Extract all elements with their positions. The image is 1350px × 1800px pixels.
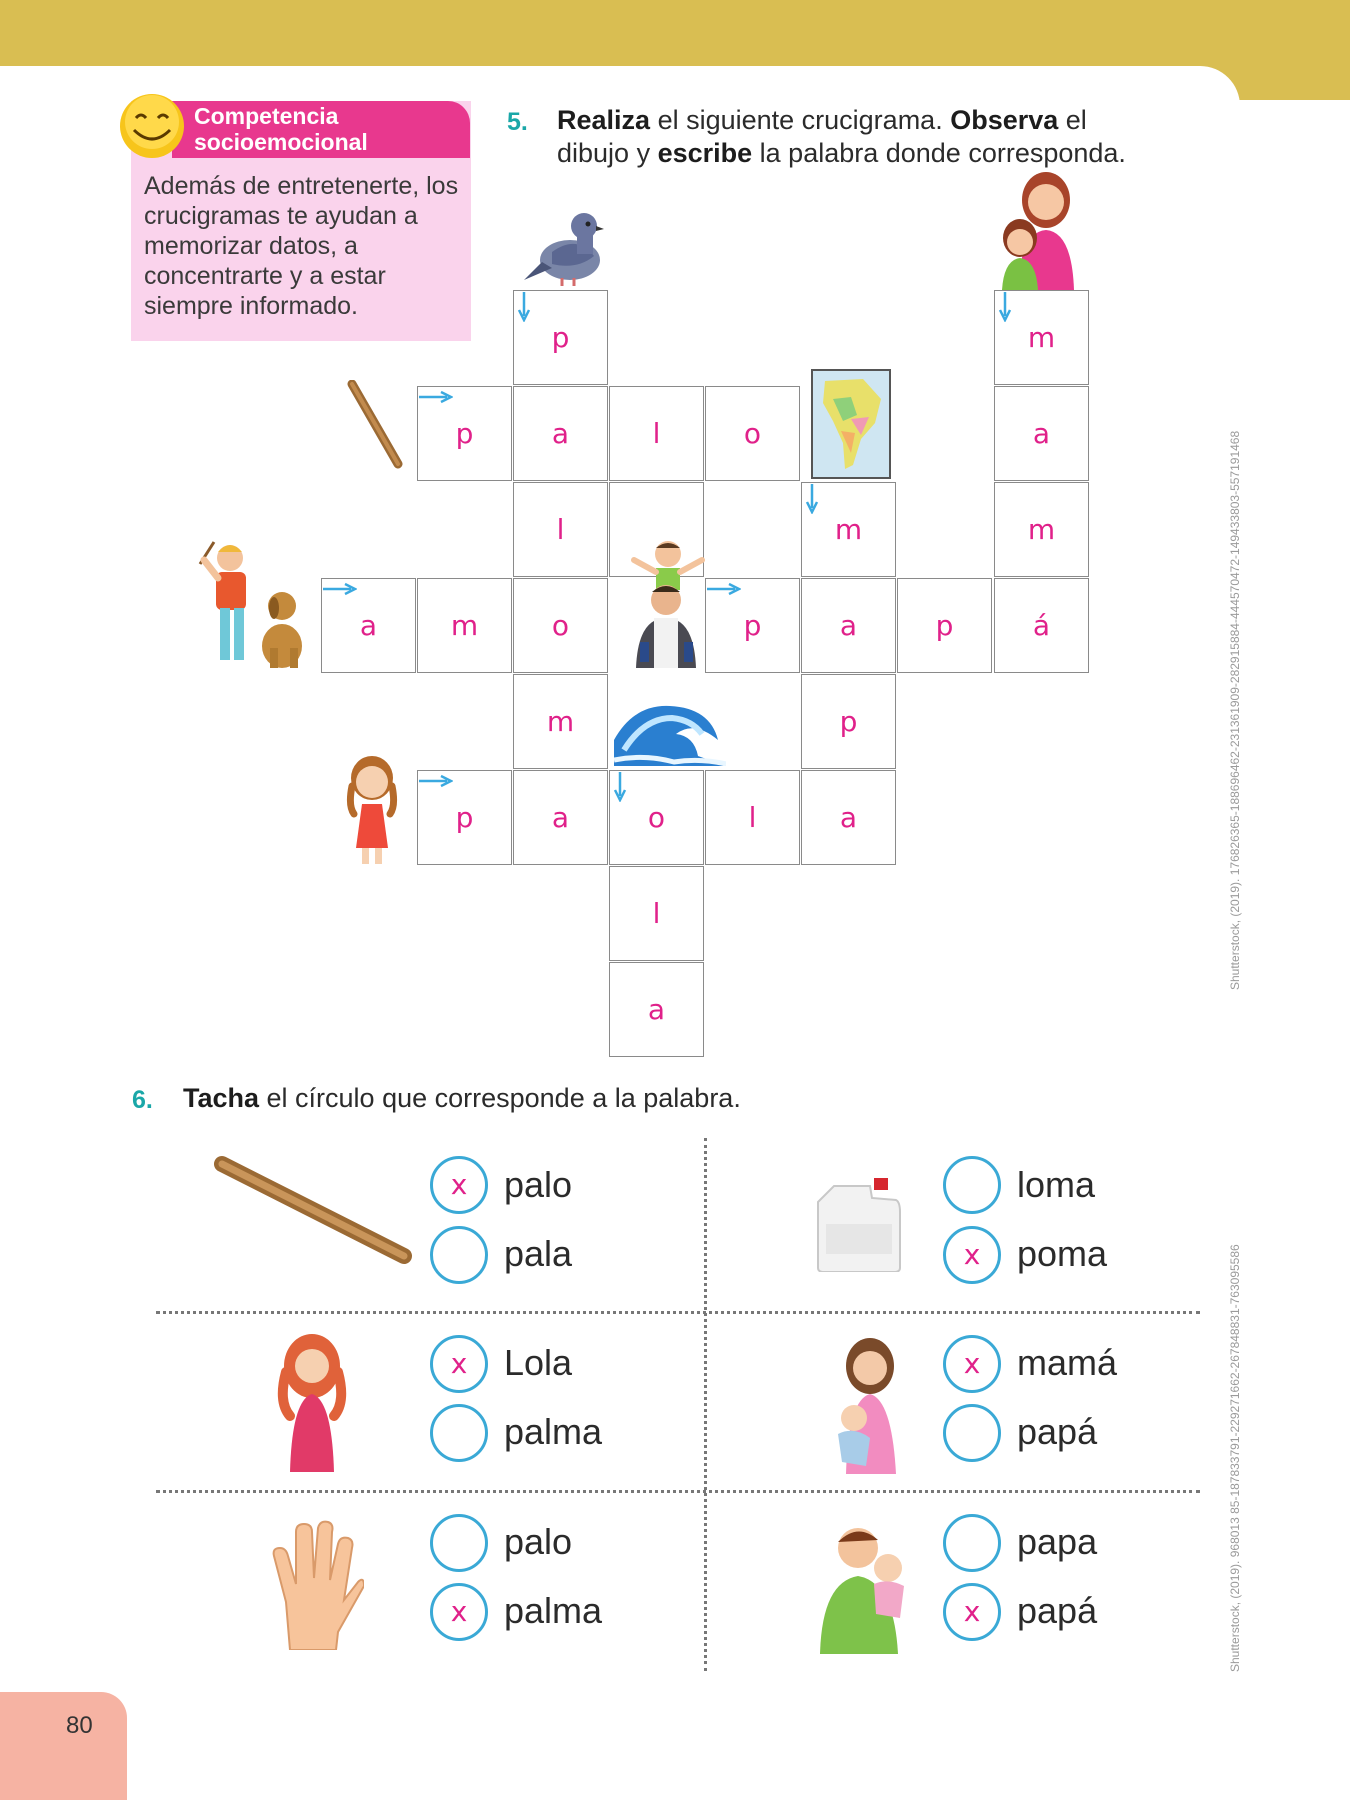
answer-circle-marked[interactable]: x xyxy=(430,1156,488,1214)
option-word: Lola xyxy=(504,1342,573,1383)
image-credit: Shutterstock, (2019). 968013 85-187833791-229271662-267848831-763095586 xyxy=(1228,1244,1242,1672)
crossword-cell[interactable]: a xyxy=(801,578,896,673)
option-word: papa xyxy=(1017,1521,1098,1562)
socioemotional-text: Además de entretenerte, los crucigramas te ayudan a memorizar datos, a concentrarte y a estar siempre informado. xyxy=(144,172,459,320)
girl-image xyxy=(340,752,404,866)
horizontal-divider xyxy=(156,1311,1200,1314)
crossword-cell[interactable]: p xyxy=(417,386,512,481)
option-word: loma xyxy=(1017,1164,1096,1205)
crossword-cell[interactable]: o xyxy=(705,386,800,481)
woman-image xyxy=(272,1332,354,1472)
option-word: palo xyxy=(504,1521,573,1562)
crossword-cell[interactable]: p xyxy=(801,674,896,769)
option-word: poma xyxy=(1017,1233,1108,1274)
crossword-cell[interactable]: l xyxy=(705,770,800,865)
answer-circle[interactable] xyxy=(943,1404,1001,1462)
answer-circle[interactable] xyxy=(943,1514,1001,1572)
mother-daughter-image xyxy=(990,168,1082,290)
smiley-icon xyxy=(118,92,186,160)
crossword-cell[interactable]: a xyxy=(513,386,608,481)
option-word: papá xyxy=(1017,1411,1098,1452)
crossword-cell[interactable]: p xyxy=(705,578,800,673)
crossword-cell[interactable]: á xyxy=(994,578,1089,673)
image-credit: Shutterstock, (2019). 176826365-188696462-231361909-282915884-444570472-149433803-557191468 xyxy=(1228,430,1242,990)
answer-circle-marked[interactable]: x xyxy=(943,1226,1001,1284)
option-word: palma xyxy=(504,1590,603,1631)
socioemotional-title: Competencia socioemocional xyxy=(194,103,368,155)
right-arrow-icon xyxy=(419,774,453,788)
crossword-cell[interactable]: l xyxy=(609,386,704,481)
crossword-cell[interactable]: o xyxy=(513,578,608,673)
crossword-cell[interactable]: l xyxy=(609,866,704,961)
exercise-6-number: 6. xyxy=(132,1086,153,1114)
option-word: palma xyxy=(504,1411,603,1452)
option-word: palo xyxy=(504,1164,573,1205)
option-word: pala xyxy=(504,1233,573,1274)
crossword-cell[interactable]: a xyxy=(994,386,1089,481)
crossword-cell[interactable]: o xyxy=(609,770,704,865)
stick-image xyxy=(214,1150,414,1270)
crossword-cell[interactable]: p xyxy=(897,578,992,673)
right-arrow-icon xyxy=(323,582,357,596)
right-arrow-icon xyxy=(419,390,453,404)
exercise-5-number: 5. xyxy=(507,108,528,136)
hand-image xyxy=(260,1520,364,1650)
map-image xyxy=(811,369,891,479)
crossword-cell[interactable]: m xyxy=(994,482,1089,577)
down-arrow-icon xyxy=(998,292,1012,322)
crossword-cell[interactable]: m xyxy=(801,482,896,577)
answer-circle[interactable] xyxy=(430,1404,488,1462)
pigeon-image xyxy=(522,204,608,286)
crossword-cell[interactable]: m xyxy=(513,674,608,769)
father-son-image xyxy=(626,538,710,668)
answer-circle-marked[interactable]: x xyxy=(430,1335,488,1393)
answer-circle-marked[interactable]: x xyxy=(430,1583,488,1641)
page-number: 80 xyxy=(66,1712,93,1739)
answer-circle-marked[interactable]: x xyxy=(943,1583,1001,1641)
jug-image xyxy=(814,1172,904,1272)
crossword-cell[interactable]: a xyxy=(609,962,704,1057)
answer-circle[interactable] xyxy=(430,1514,488,1572)
right-arrow-icon xyxy=(707,582,741,596)
answer-circle[interactable] xyxy=(430,1226,488,1284)
horizontal-divider xyxy=(156,1490,1200,1493)
down-arrow-icon xyxy=(613,772,627,802)
crossword-cell[interactable]: m xyxy=(417,578,512,673)
option-word: mamá xyxy=(1017,1342,1118,1383)
crossword-cell[interactable]: m xyxy=(994,290,1089,385)
crossword-cell[interactable]: p xyxy=(417,770,512,865)
boy-with-dog-image xyxy=(192,536,310,672)
option-word: papá xyxy=(1017,1590,1098,1631)
answer-circle[interactable] xyxy=(943,1156,1001,1214)
exercise-6-instruction: Tacha el círculo que corresponde a la palabra. xyxy=(183,1083,741,1113)
down-arrow-icon xyxy=(517,292,531,322)
page-number-tab xyxy=(0,1692,127,1800)
mother-baby-image xyxy=(826,1334,916,1474)
wave-image xyxy=(614,700,726,766)
father-baby-image xyxy=(818,1514,922,1654)
crossword-cell[interactable]: a xyxy=(513,770,608,865)
exercise-5-instruction: Realiza el siguiente crucigrama. Observa el dibujo y escribe la palabra donde corresponda. xyxy=(557,105,1126,168)
crossword-cell[interactable]: p xyxy=(513,290,608,385)
crossword-cell[interactable]: a xyxy=(321,578,416,673)
vertical-divider xyxy=(704,1138,707,1671)
answer-circle-marked[interactable]: x xyxy=(943,1335,1001,1393)
down-arrow-icon xyxy=(805,484,819,514)
crossword-cell[interactable]: a xyxy=(801,770,896,865)
stick-image xyxy=(346,380,406,470)
crossword-cell[interactable]: l xyxy=(513,482,608,577)
